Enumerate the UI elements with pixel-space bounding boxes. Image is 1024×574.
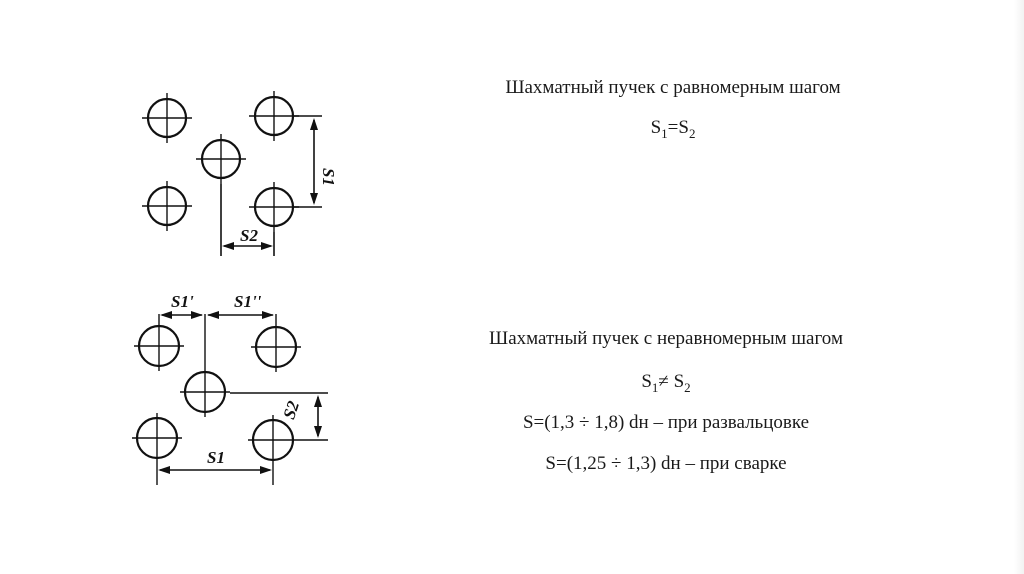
tube-circle [134, 314, 184, 371]
label-s1-prime: S1' [171, 292, 194, 311]
dimension-s2 [221, 184, 274, 256]
tube-circle [132, 413, 182, 485]
label-s1-double-prime: S1'' [234, 292, 262, 311]
label-s2-top: S2 [240, 226, 258, 245]
formula-s1-not-equal-s2 [641, 371, 690, 396]
heading-uniform-pitch: Шахматный пучек с равномерным шагом [505, 77, 841, 98]
dimension-s1 [158, 466, 272, 474]
rule-rolling: S=(1,3 ÷ 1,8) dн – при развальцовке [522, 412, 810, 433]
formula-s1-subscript: 1 [651, 379, 659, 395]
tube-circle [180, 314, 230, 417]
label-s2-bottom: S2 [279, 398, 304, 422]
tube-circle [249, 91, 299, 141]
label-s1-bottom: S1 [207, 448, 225, 467]
heading-nonuniform-pitch: Шахматный пучек с неравномерным шагом [489, 328, 843, 349]
tube-circle [248, 415, 298, 485]
tube-circle [142, 181, 192, 231]
label-s1-top: S1 [319, 168, 338, 186]
tube-circle [251, 314, 301, 372]
formula-not-equal-s: ≠ S [658, 371, 685, 392]
formula-s2-subscript: 2 [684, 379, 691, 395]
top-diagram [142, 91, 322, 256]
dimension-s1 [293, 116, 322, 207]
dimension-s1-double-prime [207, 311, 274, 319]
formula-equals-s: =S [667, 117, 689, 138]
bottom-diagram [132, 311, 328, 485]
tube-circle [142, 93, 192, 143]
formula-s1-symbol: S [650, 117, 662, 138]
formula-s2-subscript: 2 [688, 125, 696, 141]
formula-s1-subscript: 1 [661, 125, 668, 141]
formula-s1-equals-s2 [651, 117, 696, 142]
formula-s1-symbol: S [641, 371, 652, 392]
rule-welding: S=(1,25 ÷ 1,3) dн – при сварке [545, 453, 787, 474]
dimension-s1-prime [160, 311, 203, 319]
tube-circle [249, 182, 299, 232]
tube-circle [196, 134, 246, 184]
